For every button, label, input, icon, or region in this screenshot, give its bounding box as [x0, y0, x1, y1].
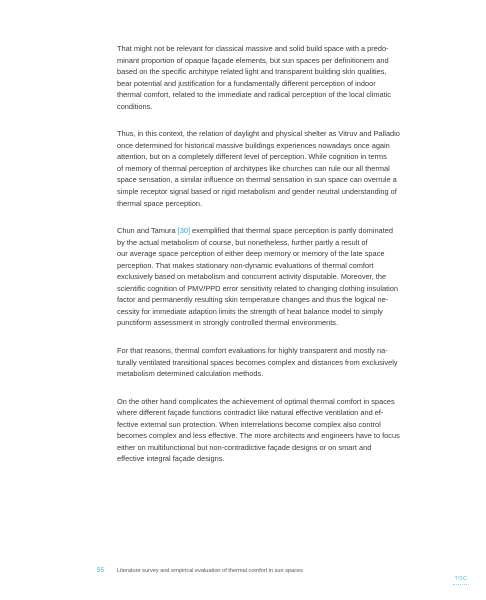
toc-underline	[453, 584, 469, 585]
text-line	[117, 225, 439, 237]
page-footer	[97, 566, 457, 576]
toc-link[interactable]	[449, 575, 473, 589]
text-line: metabolism determined calculation methods.	[117, 369, 264, 379]
text-line: effective integral façade designs.	[117, 454, 225, 464]
text-line: by the actual metabolism of course, but nonetheless, further partly a result of	[117, 237, 368, 247]
text-line: based on the specific architype related light and transparent building skin qualities,	[117, 67, 387, 77]
running-title: Literature survey and empirical evaluation of thermal comfort in sun spaces	[117, 568, 303, 574]
text-line: punctiform assessment in strongly controlled thermal environments.	[117, 318, 338, 328]
text-line: That might not be relevant for classical massive and solid build space with a predo-	[117, 44, 389, 53]
paragraph-1	[117, 43, 439, 112]
text-line: either on multifunctional but non-contradictive façade designs or on smart and	[117, 442, 372, 452]
text-line: of memory of thermal perception of architypes like churches can rule our all thermal	[117, 163, 390, 173]
citation-link[interactable]: [30]	[177, 226, 190, 236]
text-line: attention, but on a completely different level of perception. While cognition in terms	[117, 152, 387, 162]
paragraph-3	[117, 225, 439, 329]
text-fragment: exemplified that thermal space perception is partly dominated	[190, 226, 393, 236]
text-fragment: Chun and Tamura	[117, 226, 178, 236]
page-number: 55	[97, 567, 104, 574]
text-line: thermal space perception.	[117, 198, 203, 208]
text-line: becomes complex and less effective. The more architects and engineers have to focus	[117, 431, 400, 441]
paragraph-2	[117, 128, 439, 209]
text-line: For that reasons, thermal comfort evaluations for highly transparent and mostly na-	[117, 346, 388, 356]
text-line: thermal comfort, related to the immediate and radical perception of the local climatic	[117, 90, 391, 100]
text-line: scientific cognition of PMV/PPD error sensitivity related to changing clothing insulation	[117, 283, 398, 293]
text-line: conditions.	[117, 101, 153, 111]
text-line: bear potential and justification for a fundamentally different perception of indoor	[117, 78, 376, 88]
text-line: Thus, in this context, the relation of daylight and physical shelter as Vitruv and Palladio	[117, 129, 400, 139]
text-line: our average space perception of either deep memory or memory of the late space	[117, 249, 385, 259]
text-line: turally ventilated transitional spaces becomes complex and distances from exclusively	[117, 357, 398, 367]
text-line: once determined for historical massive buildings experiences nowadays once again	[117, 140, 390, 150]
text-line: space sensation, a similar influence on thermal sensation in sun space can overrule a	[117, 175, 397, 185]
paragraph-5	[117, 396, 439, 465]
text-line: minant proportion of opaque façade elements, but sun spaces per definitionem and	[117, 55, 389, 65]
text-line: perception. That makes stationary non-dynamic evaluations of thermal comfort	[117, 260, 374, 270]
text-line: On the other hand complicates the achievement of optimal thermal comfort in spaces	[117, 396, 395, 406]
text-line: cessity for immediate adaption limits the strength of heat balance model to simply	[117, 306, 383, 316]
text-line: simple receptor signal based or rigid metabolism and gender neutral understanding of	[117, 187, 397, 197]
toc-label: TOC	[454, 576, 468, 582]
text-line: where different façade functions contradict like natural effective ventilation and ef-	[117, 408, 384, 418]
text-line: exclusively based on metabolism and concurrent activity disputable. Moreover, the	[117, 272, 387, 282]
text-line: factor and permanently resulting skin temperature changes and thus the logical ne-	[117, 295, 389, 305]
body-text	[117, 43, 439, 481]
text-line: fective external sun protection. When interrelations become complex also control	[117, 419, 381, 429]
paragraph-4	[117, 345, 439, 380]
